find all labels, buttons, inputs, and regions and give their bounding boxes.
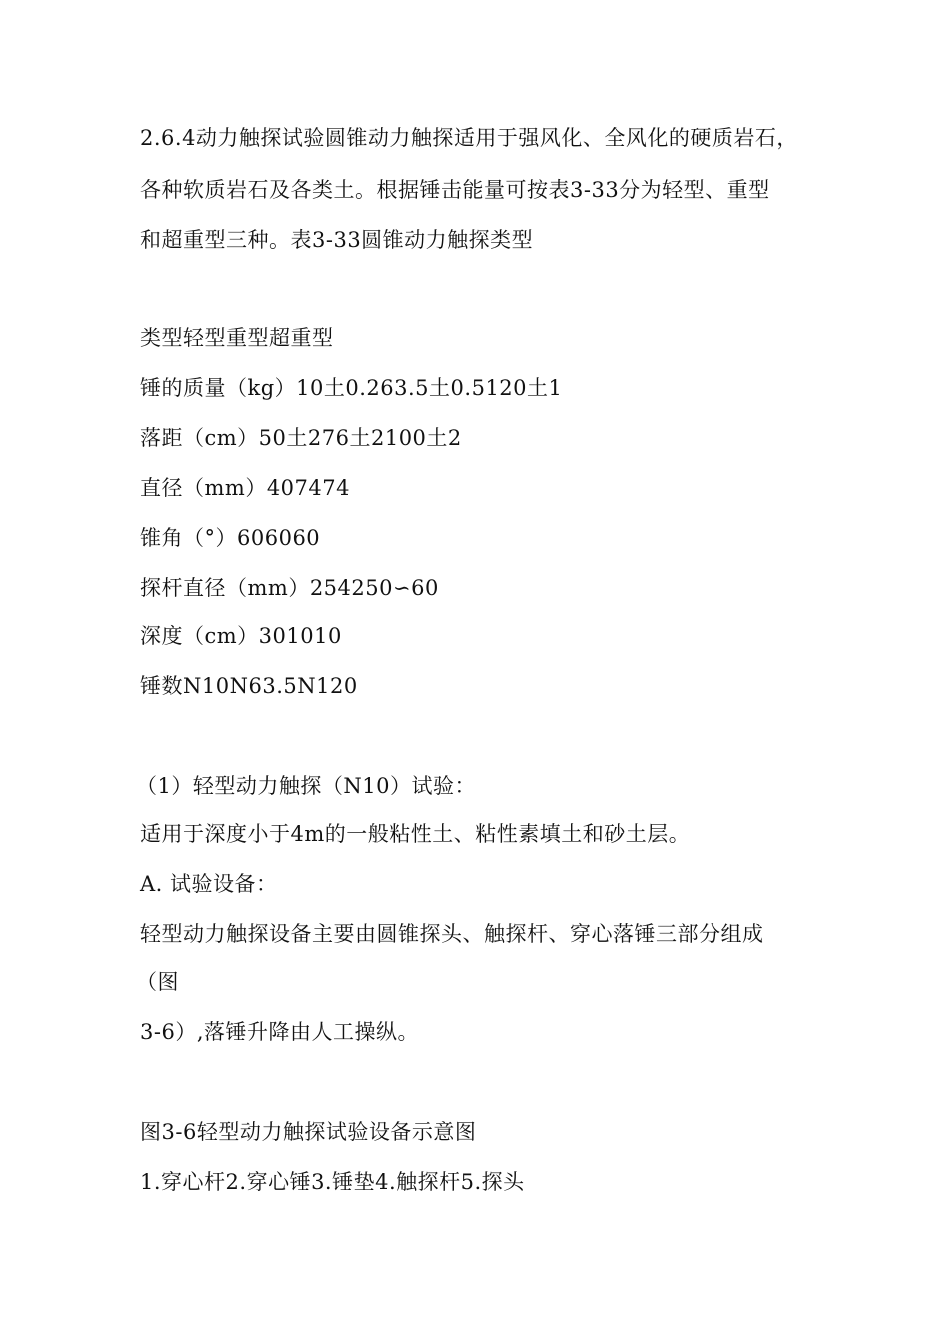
section-heading: （1）轻型动力触探（N10）试验： xyxy=(136,774,476,798)
table-row-header: 类型轻型重型超重型 xyxy=(140,326,334,350)
section-applicability: 适用于深度小于4m的一般粘性土、粘性素填土和砂土层。 xyxy=(140,822,691,846)
table-row-diameter: 直径（mm）407474 xyxy=(140,476,350,500)
section-equipment-line-2: （图 xyxy=(136,970,179,994)
figure-legend: 1.穿心杆2.穿心锤3.锤垫4.触探杆5.探头 xyxy=(140,1170,525,1194)
intro-line-1: 2.6.4动力触探试验圆锥动力触探适用于强风化、全风化的硬质岩石， xyxy=(140,126,798,150)
section-equipment-line-1: 轻型动力触探设备主要由圆锥探头、触探杆、穿心落锤三部分组成 xyxy=(140,922,764,946)
table-row-blow-count: 锤数N10N63.5N120 xyxy=(140,674,358,698)
figure-caption: 图3-6轻型动力触探试验设备示意图 xyxy=(140,1120,477,1144)
intro-line-3: 和超重型三种。表3-33圆锥动力触探类型 xyxy=(140,228,534,252)
section-equipment-line-3: 3-6）,落锤升降由人工操纵。 xyxy=(140,1020,419,1044)
section-subheading: A. 试验设备： xyxy=(140,872,278,896)
table-row-depth: 深度（cm）301010 xyxy=(140,624,342,648)
table-row-hammer-mass: 锤的质量（kg）10土0.263.5土0.5120土1 xyxy=(140,376,563,400)
table-row-rod-diameter: 探杆直径（mm）254250∽60 xyxy=(140,576,439,600)
intro-line-2: 各种软质岩石及各类土。根据锤击能量可按表3-33分为轻型、重型 xyxy=(140,178,770,202)
table-row-cone-angle: 锥角（°）606060 xyxy=(140,526,321,550)
table-row-drop-height: 落距（cm）50土276土2100土2 xyxy=(140,426,462,450)
